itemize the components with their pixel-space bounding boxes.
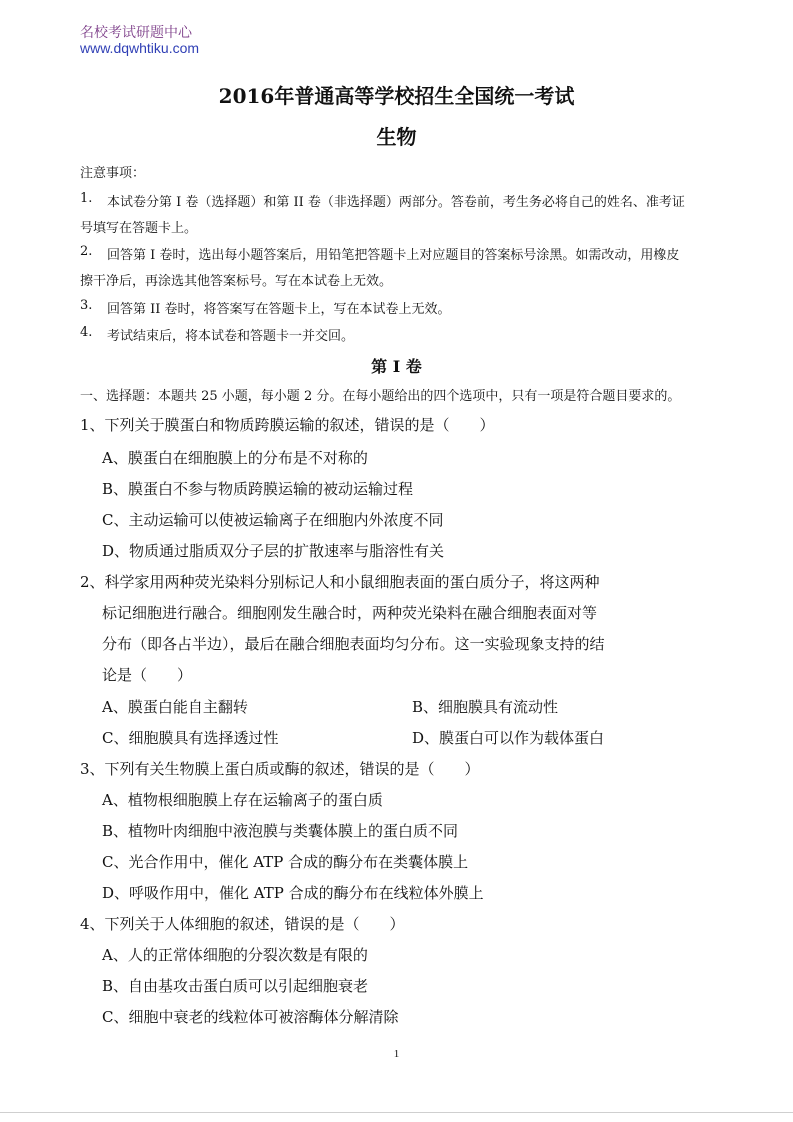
question-2-option-b: B、细胞膜具有流动性: [412, 698, 559, 716]
notes-heading: 注意事项：: [80, 166, 146, 181]
note-1-text-cont: 号填写在答题卡上。: [80, 221, 198, 236]
question-3-option-d: D、呼吸作用中，催化 ATP 合成的酶分布在线粒体外膜上: [102, 884, 484, 902]
watermark-url[interactable]: www.dqwhtiku.com: [80, 40, 200, 56]
page-number: 1: [393, 1048, 400, 1060]
question-2-stem-line3: 分布（即各占半边），最后在融合细胞表面均匀分布。这一实验现象支持的结: [102, 635, 605, 653]
question-3-stem: 3、下列有关生物膜上蛋白质或酶的叙述，错误的是（ ）: [80, 760, 480, 778]
question-1-option-b: B、膜蛋白不参与物质跨膜运输的被动运输过程: [102, 480, 414, 498]
question-1-option-c: C、主动运输可以使被运输离子在细胞内外浓度不同: [102, 511, 444, 529]
page-bottom-divider: [0, 1112, 793, 1113]
question-2-stem: 2、科学家用两种荧光染料分别标记人和小鼠细胞表面的蛋白质分子，将这两种: [80, 573, 600, 591]
note-1-number: 1.: [80, 191, 93, 206]
question-2-stem-line2: 标记细胞进行融合。细胞刚发生融合时，两种荧光染料在融合细胞表面对等: [102, 604, 598, 622]
question-4-option-c: C、细胞中衰老的线粒体可被溶酶体分解清除: [102, 1008, 399, 1026]
question-4-option-b: B、自由基攻击蛋白质可以引起细胞衰老: [102, 977, 369, 995]
note-2-number: 2.: [80, 244, 93, 259]
note-2-text-cont: 擦干净后，再涂选其他答案标号。写在本试卷上无效。: [80, 274, 393, 289]
section-instructions: 一、选择题：本题共 25 小题，每小题 2 分。在每小题给出的四个选项中，只有一项是符合题目要求的。: [80, 389, 681, 404]
note-3-number: 3.: [80, 298, 93, 313]
question-4-option-a: A、人的正常体细胞的分裂次数是有限的: [102, 946, 368, 964]
question-4-stem: 4、下列关于人体细胞的叙述，错误的是（ ）: [80, 915, 405, 933]
note-3-text: 回答第 II 卷时，将答案写在答题卡上，写在本试卷上无效。: [107, 302, 451, 317]
section-heading: 第 I 卷: [371, 357, 422, 376]
note-1-text: 本试卷分第 I 卷（选择题）和第 II 卷（非选择题）两部分。答卷前，考生务必将自己的姓名、准考证: [107, 195, 685, 210]
question-2-option-c: C、细胞膜具有选择透过性: [102, 729, 279, 747]
question-2-stem-line4: 论是（ ）: [102, 666, 193, 684]
note-2-text: 回答第 I 卷时，选出每小题答案后，用铅笔把答题卡上对应题目的答案标号涂黑。如需改动，用橡皮: [107, 248, 680, 263]
note-4-text: 考试结束后，将本试卷和答题卡一并交回。: [107, 329, 355, 344]
question-2-option-a: A、膜蛋白能自主翻转: [102, 698, 248, 716]
question-1-option-d: D、物质通过脂质双分子层的扩散速率与脂溶性有关: [102, 542, 445, 560]
question-1-stem: 1、下列关于膜蛋白和物质跨膜运输的叙述，错误的是（ ）: [80, 416, 495, 434]
exam-title: 2016年普通高等学校招生全国统一考试: [218, 84, 575, 108]
exam-subject: 生物: [376, 125, 417, 149]
question-2-option-d: D、膜蛋白可以作为载体蛋白: [412, 729, 605, 747]
question-1-option-a: A、膜蛋白在细胞膜上的分布是不对称的: [102, 449, 368, 467]
watermark-name: 名校考试研题中心: [80, 25, 192, 41]
note-4-number: 4.: [80, 325, 93, 340]
question-3-option-b: B、植物叶肉细胞中液泡膜与类囊体膜上的蛋白质不同: [102, 822, 459, 840]
question-3-option-a: A、植物根细胞膜上存在运输离子的蛋白质: [102, 791, 383, 809]
question-3-option-c: C、光合作用中，催化 ATP 合成的酶分布在类囊体膜上: [102, 853, 469, 871]
